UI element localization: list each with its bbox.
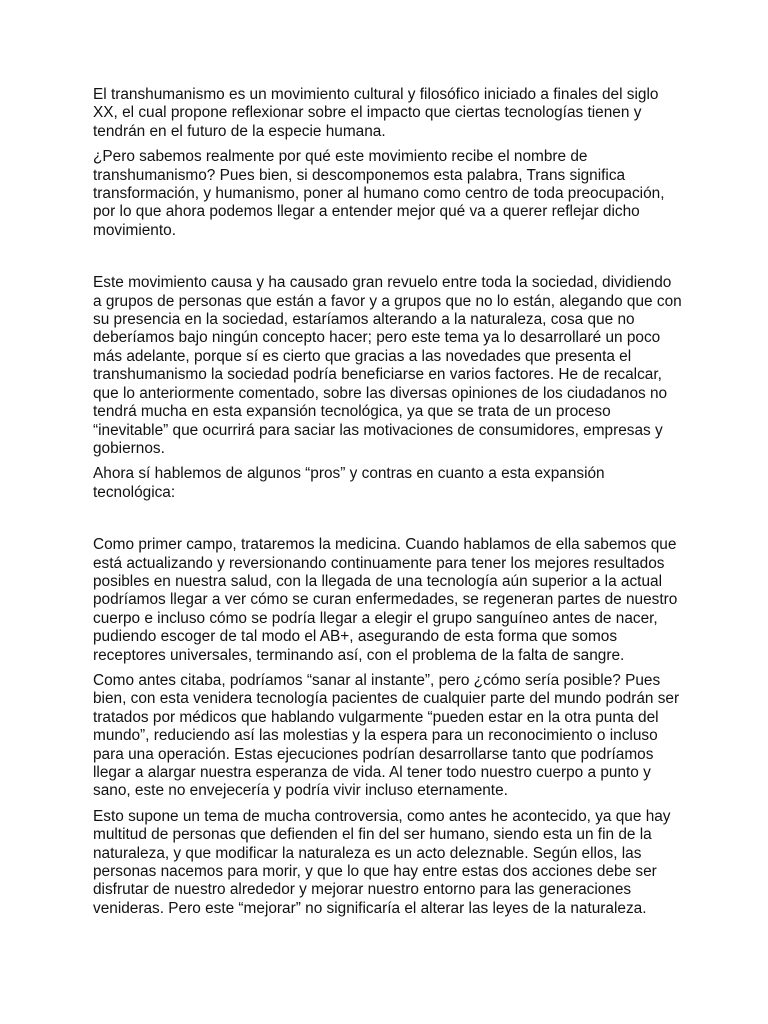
paragraph-intro: El transhumanismo es un movimiento cultural y filosófico iniciado a finales del siglo XX, el cual propone reflexionar sobre el impacto que ciertas tecnologías tienen y tendrán en el futuro de la especie humana.	[93, 86, 659, 140]
document-body	[93, 86, 683, 918]
paragraph-medicine: Como primer campo, trataremos la medicina. Cuando hablamos de ella sabemos que está actualizando y reversionando continuamente para tener los mejores resultados posibles en nuestra salud, con la llegada de una tecnología aún superior a la actual podríamos llegar a ver cómo se curan enfermedades, se regeneran partes de nuestro cuerpo e incluso cómo se podría llegar a elegir el grupo sanguíneo antes de nacer, pudiendo escoger de tal modo el AB+, asegurando de esta forma que somos receptores universales, terminando así, con el problema de la falta de sangre.	[93, 536, 678, 664]
paragraph-controversy: Este movimiento causa y ha causado gran revuelo entre toda la sociedad, dividiendo a grupos de personas que están a favor y a grupos que no lo están, alegando que con su presencia en la sociedad, estaríamos alterando a la naturaleza, cosa que no deberíamos bajo ningún concepto hacer; pero este tema ya lo desarrollaré un poco más adelante, porque sí es cierto que gracias a las novedades que presenta el transhumanismo la sociedad podría beneficiarse en varios factores. He de recalcar, que lo anteriormente comentado, sobre las diversas opiniones de los ciudadanos no tendrá mucha en esta expansión tecnológica, ya que se trata de un proceso “inevitable” que ocurrirá para saciar las motivaciones de consumidores, empresas y gobiernos.	[93, 274, 682, 457]
paragraph-pros-cons-intro: Ahora sí hablemos de algunos “pros” y contras en cuanto a esta expansión tecnológica:	[93, 465, 605, 501]
paragraph-nature-debate: Esto supone un tema de mucha controversia, como antes he acontecido, ya que hay multitud de personas que defienden el fin del ser humano, siendo esta un fin de la naturaleza, y que modificar la naturaleza es un acto deleznable. Según ellos, las personas nacemos para morir, y que lo que hay entre estas dos acciones debe ser disfrutar de nuestro alrededor y mejorar nuestro entorno para las generaciones venideras. Pero este “mejorar” no significaría el alterar las leyes de la naturaleza.	[93, 807, 671, 917]
paragraph-instant-healing: Como antes citaba, podríamos “sanar al instante”, pero ¿cómo sería posible? Pues bien, con esta venidera tecnología pacientes de cualquier parte del mundo podrán ser tratados por médicos que hablando vulgarmente “pueden estar en la otra punta del mundo”, reduciendo así las molestias y la espera para un reconocimiento o incluso para una operación. Estas ejecuciones podrían desarrollarse tanto que podríamos llegar a alargar nuestra esperanza de vida. Al tener todo nuestro cuerpo a punto y sano, este no envejecería y podría vivir incluso eternamente.	[93, 671, 680, 800]
paragraph-etymology: ¿Pero sabemos realmente por qué este movimiento recibe el nombre de transhumanismo? Pues bien, si descomponemos esta palabra, Trans significa transformación, y humanismo, poner al humano como centro de toda preocupación, por lo que ahora podemos llegar a entender mejor qué va a querer reflejar dicho movimiento.	[93, 148, 665, 239]
